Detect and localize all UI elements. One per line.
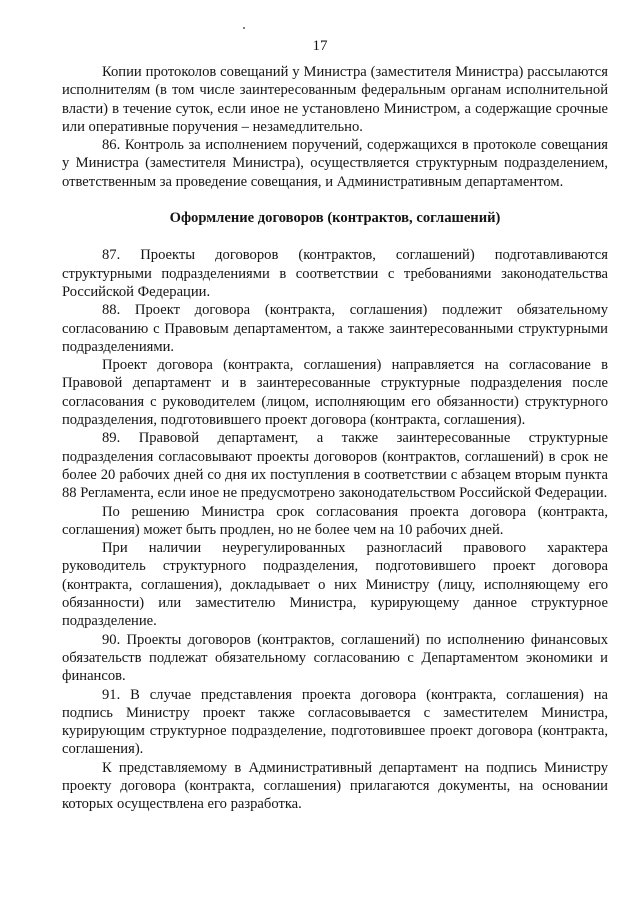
paragraph-90: 90. Проекты договоров (контрактов, соглашений) по исполнению финансовых обязательств подлежат обязательному согласованию с Департаментом экономики и финансов. bbox=[62, 631, 608, 685]
document-body bbox=[62, 63, 608, 814]
paragraph-89: 89. Правовой департамент, а также заинтересованные структурные подразделения согласовывают проекты договоров (контрактов, соглашений) в срок не более 20 рабочих дней со дня их поступления в соответствии с абзацем вторым пункта 88 Регламента, если иное не предусмотрено законодательством Российской Федерации. bbox=[62, 430, 608, 502]
paragraph-87: 87. Проекты договоров (контрактов, соглашений) подготавливаются структурными подразделениями в соответствии с требованиями законодательства Российской Федерации. bbox=[62, 247, 608, 300]
page-number: 17 bbox=[312, 38, 328, 54]
paragraph-91: 91. В случае представления проекта договора (контракта, соглашения) на подпись Министру проект также согласовывается с заместителем Министра, курирующим структурное подразделение, подготовившее проект договора (контракта, соглашения). bbox=[62, 686, 608, 758]
paragraph-91-attachments: К представляемому в Административный департамент на подпись Министру проекту договора (контракта, соглашения) прилагаются документы, на основании которых осуществлена его разработка. bbox=[62, 759, 608, 813]
paragraph-88: 88. Проект договора (контракта, соглашения) подлежит обязательному согласованию с Правовым департаментом, а также заинтересованными структурными подразделениями. bbox=[62, 302, 608, 355]
scan-speck bbox=[243, 27, 245, 29]
section-heading: Оформление договоров (контрактов, соглашений) bbox=[169, 210, 501, 227]
paragraph-89-extension: По решению Министра срок согласования проекта договора (контракта, соглашения) может быть продлен, но не более чем на 10 рабочих дней. bbox=[62, 503, 608, 538]
paragraph-86: 86. Контроль за исполнением поручений, содержащихся в протоколе совещания у Министра (заместителя Министра), осуществляется структурным подразделением, ответственным за проведение совещания, и Административным департаментом. bbox=[62, 137, 608, 190]
paragraph-protocol-copies: Копии протоколов совещаний у Министра (заместителя Министра) рассылаются исполнителям (в том числе заинтересованным федеральным органам исполнительной власти) в течение суток, если иное не установлено Министром, а содержащие срочные или оперативные поручения – незамедлительно. bbox=[62, 64, 608, 135]
paragraph-89-disagreements: При наличии неурегулированных разногласий правового характера руководитель структурного подразделения, подготовившего проект договора (контракта, соглашения), докладывает о них Министру (лицу, исполняющему его обязанности) или заместителю Министра, курирующему данное структурное подразделение. bbox=[62, 540, 608, 630]
paragraph-88-approval-routing: Проект договора (контракта, соглашения) направляется на согласование в Правовой департамент и в заинтересованные структурные подразделения после согласования с руководителем (лицом, исполняющим его обязанности) структурного подразделения, подготовившего проект договора (контракта, соглашения). bbox=[62, 357, 608, 429]
